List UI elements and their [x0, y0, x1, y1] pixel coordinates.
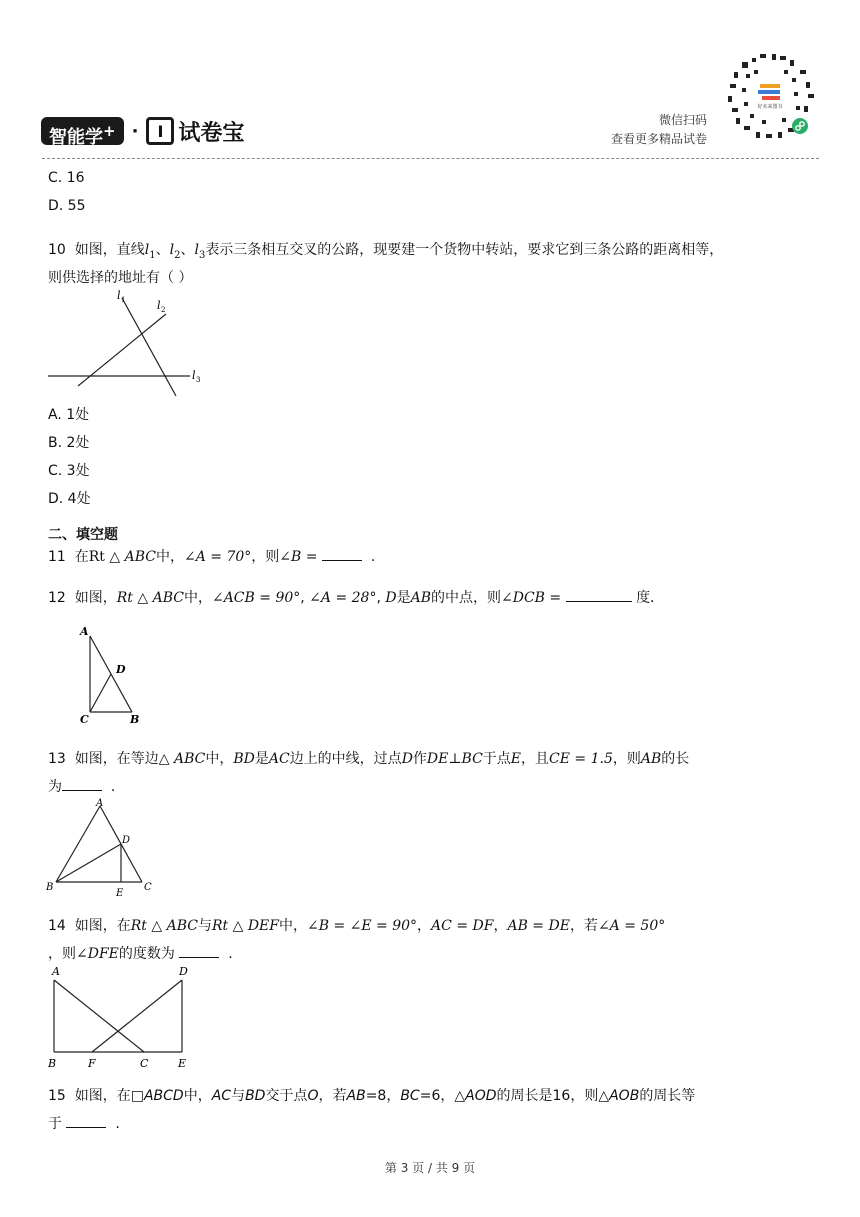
q14-label-a: A — [52, 965, 60, 978]
q13-label-a: A — [96, 798, 104, 809]
q13-figure — [44, 794, 160, 904]
logo-dot: · — [131, 120, 139, 142]
qr-center-label: 好未来图书 — [757, 104, 783, 110]
q14-label-d: D — [179, 965, 188, 978]
q10-option-d: D. 4处 — [48, 491, 91, 507]
logo-mark-icon: I — [146, 117, 174, 145]
q12-label-d: D — [116, 663, 126, 676]
q13-label-e: E — [116, 888, 124, 899]
q12-answer-blank[interactable] — [566, 587, 632, 602]
page-number: 第 3 页 / 共 9 页 — [384, 1161, 476, 1175]
q13-label-b: B — [46, 882, 54, 893]
q9-option-d: D. 55 — [48, 198, 86, 214]
q13-label-c: C — [144, 882, 152, 893]
svg-text:3: 3 — [196, 376, 201, 384]
q11-answer-blank[interactable] — [322, 546, 362, 561]
q14-stem-line2: ，则∠DFE的度数为 . — [48, 943, 233, 963]
q10-stem-line2: 则供选择的地址有（ ） — [48, 270, 193, 286]
q14-label-c: C — [140, 1057, 149, 1070]
q9-option-c: C. 16 — [48, 170, 85, 186]
q11-stem: 11 在Rt △ ABC中，∠A = 70°，则∠B = . — [48, 546, 375, 566]
q12-label-c: C — [80, 713, 89, 726]
q14-label-b: B — [48, 1057, 57, 1070]
header-divider — [42, 158, 819, 159]
q14-stem-line1: 14 如图，在Rt △ ABC与Rt △ DEF中，∠B = ∠E = 90°，AC = DF，AB = DE，若∠A = 50° — [48, 918, 666, 934]
scan-hint-2: 查看更多精品试卷 — [610, 132, 707, 146]
q14-figure — [44, 962, 194, 1076]
q10-label-l2: l — [157, 299, 161, 312]
q13-answer-blank[interactable] — [62, 776, 102, 791]
q12-figure — [76, 622, 156, 732]
qr-code-icon[interactable] — [722, 48, 818, 144]
svg-text:1: 1 — [121, 296, 126, 304]
q10-option-c: C. 3处 — [48, 463, 90, 479]
q10-label-l1: l — [117, 289, 121, 302]
q14-label-f: F — [88, 1057, 96, 1070]
q14-label-e: E — [178, 1057, 187, 1070]
scan-hint-1: 微信扫码 — [658, 113, 707, 127]
q12-label-a: A — [80, 625, 89, 638]
brand-logo — [41, 117, 245, 148]
q10-label-l3: l — [192, 369, 196, 382]
q12-label-b: B — [130, 713, 140, 726]
q13-stem-line1: 13 如图，在等边△ ABC中，BD是AC边上的中线，过点D作DE⊥BC于点E，且CE = 1.5，则AB的长 — [48, 751, 690, 767]
q15-stem-line2: 于 . — [48, 1113, 120, 1133]
svg-text:2: 2 — [161, 306, 166, 314]
q10-figure — [44, 286, 214, 406]
q12-stem: 12 如图，Rt △ ABC中，∠ACB = 90°, ∠A = 28°, D是AB的中点，则∠DCB = 度． — [48, 587, 664, 607]
q15-stem-line1: 15 如图，在□ABCD中，AC与BD交于点O，若AB=8，BC=6，△AOD的周长是16，则△AOB的周长等 — [48, 1088, 696, 1104]
q10-stem-line1: 10 如图，直线$l_1$、$l_2$、$l_3$表示三条相互交叉的公路，现要建一个货物中转站，要求它到三条公路的距离相等， — [48, 242, 724, 261]
q10-option-a: A. 1处 — [48, 407, 90, 423]
logo-zhinengxue: 智能学+ — [41, 117, 124, 145]
section-title-fill-in: 二、填空题 — [48, 527, 118, 543]
q13-label-d: D — [122, 835, 131, 846]
q10-option-b: B. 2处 — [48, 435, 90, 451]
q15-answer-blank[interactable] — [66, 1113, 106, 1128]
logo-shijuanbao: 试卷宝 — [178, 120, 245, 146]
q14-answer-blank[interactable] — [179, 943, 219, 958]
q13-stem-line2: 为 . — [48, 776, 115, 796]
